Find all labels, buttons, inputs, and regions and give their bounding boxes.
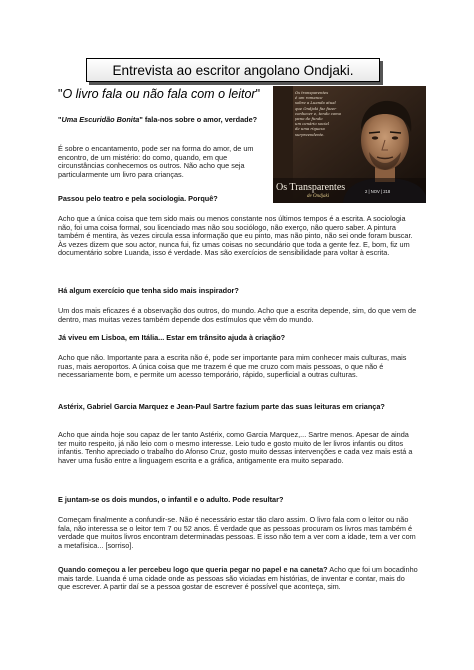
answer-paragraph: Acho que a única coisa que tem sido mais ou menos constante nos últimos tempos é a escrita. A sociologia não, foi uma coisa formal, sou licenciado mas não sou sociólogo, não exerço, não quero saber. A pintura também é mentira, às vezes circula essa informação que eu pinto, mas não pinto, não sei onde foram buscar. Às vezes dizem que sou actor, nunca fui, fiz umas coisas no secundário que toda a gente fez. E, bom, fiz um documentário sobre Luanda, isso é verdade. Mas são exercícios de sensibilidade para voltar à escrita. bbox=[58, 214, 413, 257]
question-heading: Já viveu em Lisboa, em Itália... Estar em trânsito ajuda à criação? bbox=[58, 333, 286, 342]
book-title-italic: Uma Escuridão Bonita bbox=[61, 115, 140, 124]
question-heading: Passou pelo teatro e pela sociologia. Porquê? bbox=[58, 194, 218, 203]
book-cover-date: 2 | NOV | 218 bbox=[365, 189, 391, 194]
author-photo bbox=[273, 86, 426, 203]
open-quote: " bbox=[58, 87, 63, 101]
answer-paragraph: É sobre o encantamento, pode ser na forma do amor, de um encontro, de um mistério: do como, quando, em que circunstâncias conhecemos os outros. Não acho que seja particularmente um livro para crianças. bbox=[58, 144, 254, 179]
answer-paragraph: Começam finalmente a confundir-se. Não é necessário estar tão claro assim. O livro fala com o leitor ou não fala, não interessa se o leitor tem 7 ou 52 anos. É verdade que as pessoas procuram os livros mas também é verdade que muitos livros encontram determinadas pessoas. E isso não tem a ver com a idade, tem a ver com a metafísica... [sorriso]. bbox=[58, 515, 416, 550]
question-intro: "Uma Escuridão Bonita" fala-nos sobre o amor, verdade? bbox=[58, 115, 258, 124]
answer-paragraph: Acho que ainda hoje sou capaz de ler tanto Astérix, como Garcia Marquez,... Sartre menos. Apesar de ainda ter muito respeito, já não leio com o mesmo interesse. Leio tudo e gosto muito de ler livros infantis ou ditos infantis. Tenho apreciado o trabalho do Afonso Cruz, gosto muito dessas intervenções e cada vez mais está a haver uma fusão entre a linguagem escrita e a gráfica, antigamente era muito separado. bbox=[58, 430, 413, 465]
answer-text: Acho que foi um bocadinho mais tarde. Luanda é uma cidade onde as pessoas são viciadas em histórias, de inventar e contar, mais do que escrever. A partir daí se a pessoa gostar de escrever é possível que aconteça, sim. bbox=[58, 565, 418, 591]
question-heading: Astérix, Gabriel Garcia Marquez e Jean-Paul Sartre fazium parte das suas leituras em criança? bbox=[58, 402, 385, 411]
book-cover-author: de Ondjaki bbox=[307, 194, 330, 199]
close-quote: " bbox=[255, 87, 261, 101]
answer-paragraph: Acho que não. Importante para a escrita não é, pode ser importante para mim conhecer mais culturas, mais ruas, mais aeroportos. A única coisa que me trazem é que me cruzo com mais pessoas, o que não é necessariamente bom, e permite um acesso temporário, rápido, superficial a outras culturas. bbox=[58, 353, 407, 379]
photo-caption-text: Os transparentes é um romance sobre a Luanda atual que Ondjaki faz fazer conhecer e, tendo como pano de fundo um cenário social de uma riqueza surpreendente. bbox=[295, 90, 342, 137]
question-heading: Há algum exercício que tenha sido mais inspirador? bbox=[58, 286, 239, 295]
inline-qa-paragraph bbox=[58, 566, 418, 592]
page-title: Entrevista ao escritor angolano Ondjaki. bbox=[86, 58, 380, 82]
question-heading: Quando começou a ler percebeu logo que queria pegar no papel e na caneta? bbox=[58, 565, 328, 574]
interview-headline bbox=[58, 87, 278, 101]
headline-text: O livro fala ou não fala com o leitor bbox=[62, 87, 256, 101]
answer-paragraph: Um dos mais eficazes é a observação dos outros, do mundo. Acho que a escrita depende, sim, do que vem de dentro, mas muitas vezes também depende dos estímulos que vêm do mundo. bbox=[58, 306, 417, 324]
book-cover-title: Os Transparentes bbox=[276, 182, 346, 193]
question-heading: E juntam-se os dois mundos, o infantil e o adulto. Pode resultar? bbox=[58, 495, 284, 504]
